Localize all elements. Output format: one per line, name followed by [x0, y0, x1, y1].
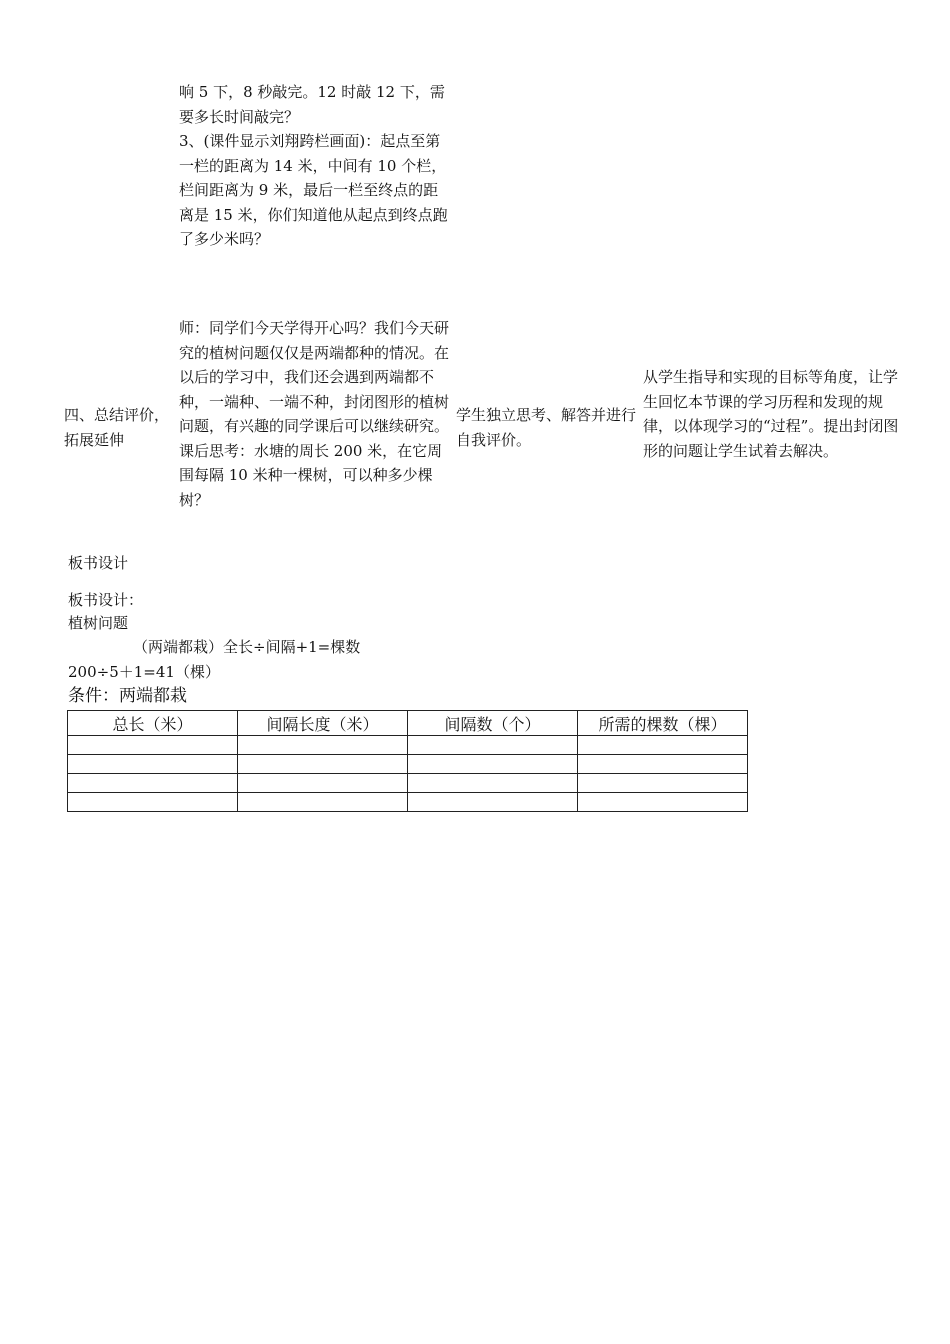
board-condition: 条件：两端都栽	[68, 686, 187, 706]
teacher-activity-cell	[179, 316, 451, 512]
header-total-length: 总长（米）	[68, 711, 238, 736]
table-row	[68, 774, 748, 793]
table-row	[68, 755, 748, 774]
table-cell[interactable]	[68, 755, 238, 774]
table-cell[interactable]	[578, 774, 748, 793]
clock-question-text: 响 5 下，8 秒敲完。12 时敲 12 下，需要多长时间敲完？	[179, 83, 445, 126]
table-cell[interactable]	[578, 793, 748, 812]
board-topic: 植树问题	[68, 614, 129, 632]
board-formula: （两端都栽）全长÷间隔+1=棵数	[133, 638, 361, 656]
board-heading: 板书设计	[68, 554, 129, 572]
design-intent-cell: 从学生指导和实现的目标等角度，让学生回忆本节课的学习历程和发现的规律，以体现学习的“过程”。提出封闭图形的问题让学生试着去解决。	[643, 368, 899, 460]
homework-question-text: 课后思考：水塘的周长 200 米，在它周围每隔 10 米种一棵树，可以种多少棵树？	[179, 441, 443, 509]
student-activity-cell: 学生独立思考、解答并进行自我评价。	[456, 406, 637, 449]
table-cell[interactable]	[408, 774, 578, 793]
table-cell[interactable]	[238, 755, 408, 774]
header-tree-count: 所需的棵数（棵）	[578, 711, 748, 736]
table-row	[68, 793, 748, 812]
board-design-label: 板书设计：	[68, 591, 144, 609]
table-header-row	[68, 711, 748, 736]
table-cell[interactable]	[408, 736, 578, 755]
stage-label: 四、总结评价，拓展延伸	[64, 406, 170, 449]
table-cell[interactable]	[408, 755, 578, 774]
table-cell[interactable]	[238, 774, 408, 793]
table-cell[interactable]	[238, 793, 408, 812]
table-cell[interactable]	[68, 736, 238, 755]
header-interval-length: 间隔长度（米）	[238, 711, 408, 736]
board-example: 200÷5＋1=41（棵）	[68, 663, 220, 681]
table-cell[interactable]	[68, 793, 238, 812]
hurdle-question-text: 3、(课件显示刘翔跨栏画面)：起点至第一栏的距离为 14 米，中间有 10 个栏，栏间距离为 9 米，最后一栏至终点的距离是 15 米，你们知道他从起点到终点跑了多少米吗？	[179, 132, 448, 248]
table-cell[interactable]	[578, 755, 748, 774]
table-cell[interactable]	[578, 736, 748, 755]
table-row	[68, 736, 748, 755]
tree-planting-table	[67, 710, 748, 812]
table-cell[interactable]	[238, 736, 408, 755]
header-interval-count: 间隔数（个）	[408, 711, 578, 736]
table-cell[interactable]	[68, 774, 238, 793]
practice-questions-cell	[179, 80, 451, 252]
teacher-summary-text: 师：同学们今天学得开心吗？我们今天研究的植树问题仅仅是两端都种的情况。在以后的学习中，我们还会遇到两端都不种，一端种、一端不种，封闭图形的植树问题，有兴趣的同学课后可以继续研究。	[179, 319, 450, 435]
table-cell[interactable]	[408, 793, 578, 812]
